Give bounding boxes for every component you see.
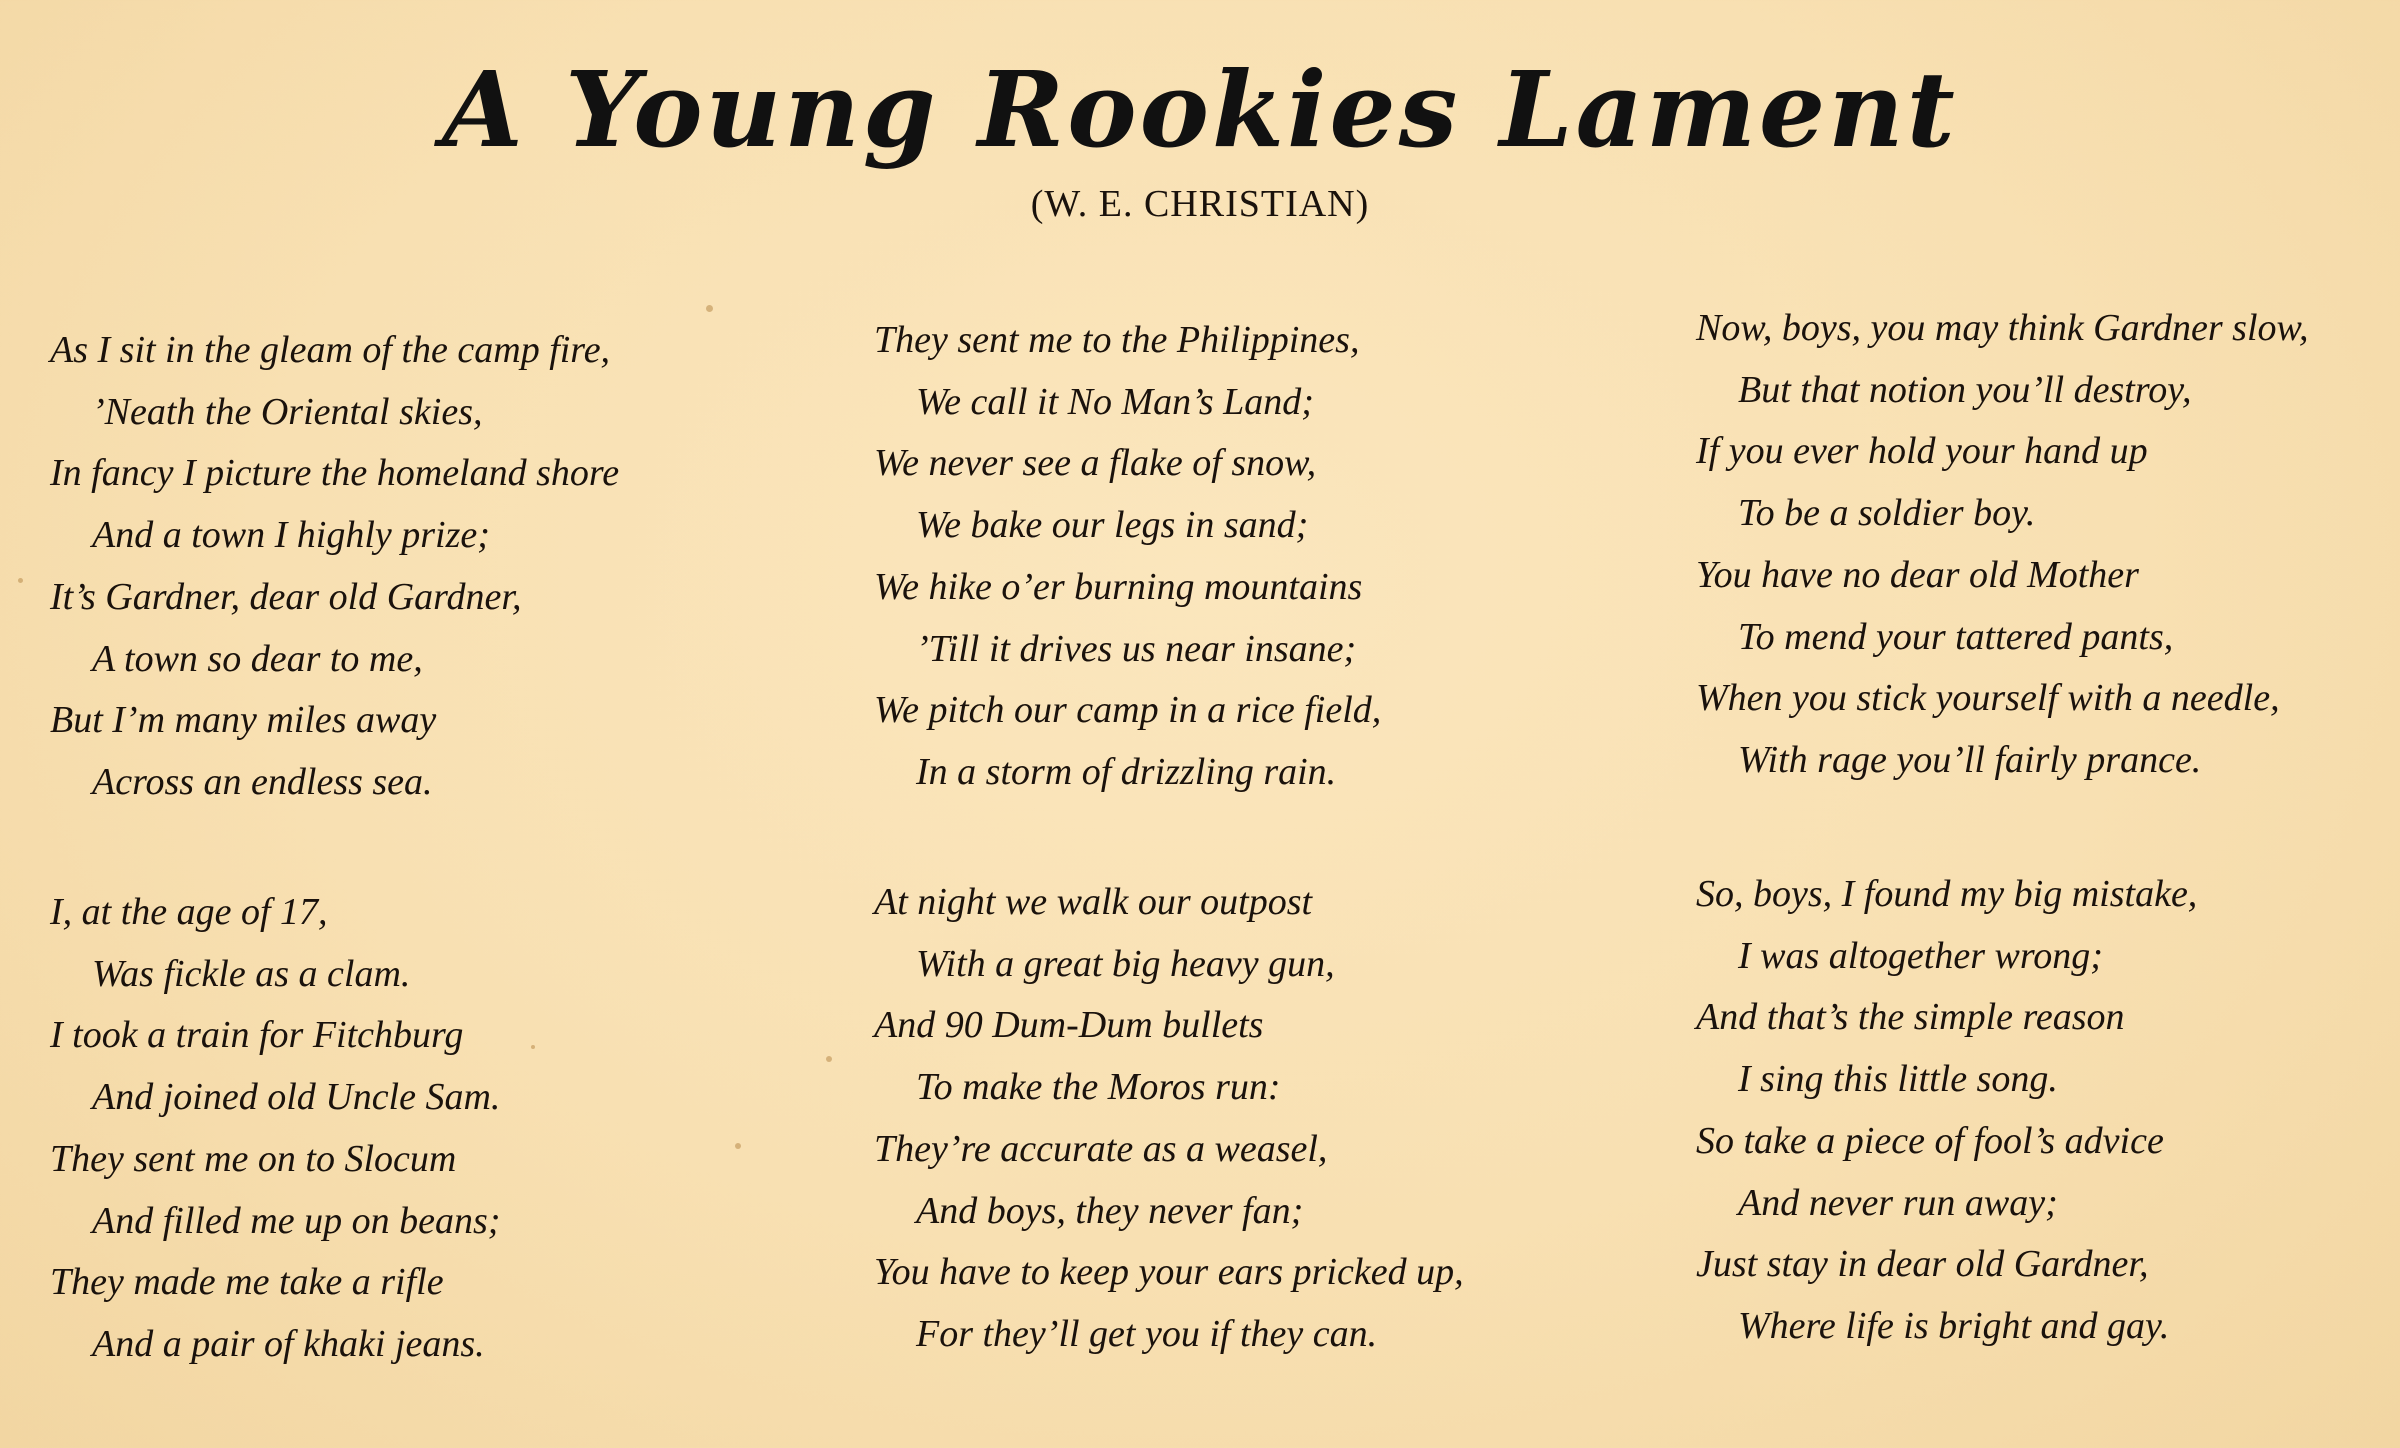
verse-line: I sing this little song. (1738, 1058, 2058, 1101)
verse-line: And a pair of khaki jeans. (92, 1322, 485, 1365)
verse-line: I was altogether wrong; (1738, 934, 2103, 977)
verse-line: As I sit in the gleam of the camp fire, (50, 329, 611, 371)
stanza (874, 872, 1464, 1366)
verse-line: Just stay in dear old Gardner, (1696, 1243, 2149, 1286)
verse-line: We bake our legs in sand; (916, 504, 1309, 547)
verse-line: ’Neath the Oriental skies, (92, 390, 483, 433)
verse-line: We hike o’er burning mountains (874, 565, 1363, 608)
verse-line: In fancy I picture the homeland shore (50, 452, 620, 495)
verse-line: We pitch our camp in a rice field, (874, 689, 1382, 732)
stanza (50, 320, 619, 814)
verse-line: You have no dear old Mother (1696, 553, 2139, 596)
poem-author: (W. E. CHRISTIAN) (1030, 183, 1370, 225)
paper-speck (826, 1056, 832, 1062)
stanza (1696, 298, 2309, 792)
verse-line: And 90 Dum-Dum bullets (874, 1004, 1264, 1047)
verse-line: Now, boys, you may think Gardner slow, (1696, 307, 2309, 349)
verse-line: We never see a flake of snow, (874, 442, 1317, 485)
paper-speck (531, 1045, 535, 1049)
verse-line: So, boys, I found my big mistake, (1696, 873, 2198, 915)
verse-line: They sent me on to Slocum (50, 1137, 457, 1180)
verse-line: You have to keep your ears pricked up, (874, 1251, 1464, 1294)
verse-line: Across an endless sea. (92, 760, 433, 803)
verse-line: With rage you’ll fairly prance. (1738, 738, 2202, 781)
poem-title: A Young Rookies Lament (442, 48, 1958, 171)
verse-line: They sent me to the Philippines, (874, 319, 1360, 361)
verse-line: A town so dear to me, (92, 637, 423, 680)
stanza (50, 882, 500, 1376)
verse-line: In a storm of drizzling rain. (916, 750, 1337, 793)
verse-line: Was fickle as a clam. (92, 952, 411, 995)
verse-line: It’s Gardner, dear old Gardner, (50, 575, 522, 618)
verse-line: If you ever hold your hand up (1696, 430, 2148, 473)
verse-line: And joined old Uncle Sam. (92, 1076, 501, 1119)
verse-line: And that’s the simple reason (1696, 996, 2125, 1039)
verse-line: But I’m many miles away (50, 699, 437, 742)
verse-line: I, at the age of 17, (50, 891, 328, 933)
verse-line: At night we walk our outpost (874, 881, 1313, 923)
stanza (1696, 864, 2197, 1358)
verse-line: So take a piece of fool’s advice (1696, 1119, 2164, 1162)
verse-line: To mend your tattered pants, (1738, 615, 2174, 658)
verse-line: And filled me up on beans; (92, 1199, 501, 1242)
verse-line: I took a train for Fitchburg (50, 1014, 464, 1057)
verse-line: We call it No Man’s Land; (916, 380, 1314, 423)
verse-line: When you stick yourself with a needle, (1696, 677, 2280, 720)
paper-speck (706, 305, 713, 312)
verse-line: They’re accurate as a weasel, (874, 1127, 1328, 1170)
verse-line: And a town I highly prize; (92, 514, 490, 557)
verse-line: And never run away; (1738, 1181, 2058, 1224)
verse-line: And boys, they never fan; (916, 1189, 1304, 1232)
paper-speck (18, 578, 23, 583)
verse-line: For they’ll get you if they can. (916, 1312, 1378, 1355)
verse-line: But that notion you’ll destroy, (1738, 368, 2192, 411)
stanza (874, 310, 1381, 804)
verse-line: With a great big heavy gun, (916, 942, 1335, 985)
verse-line: To be a soldier boy. (1738, 492, 2036, 535)
verse-line: Where life is bright and gay. (1738, 1304, 2170, 1347)
verse-line: To make the Moros run: (916, 1066, 1281, 1109)
paper-speck (735, 1143, 741, 1149)
verse-line: ’Till it drives us near insane; (916, 627, 1357, 670)
verse-line: They made me take a rifle (50, 1261, 444, 1304)
